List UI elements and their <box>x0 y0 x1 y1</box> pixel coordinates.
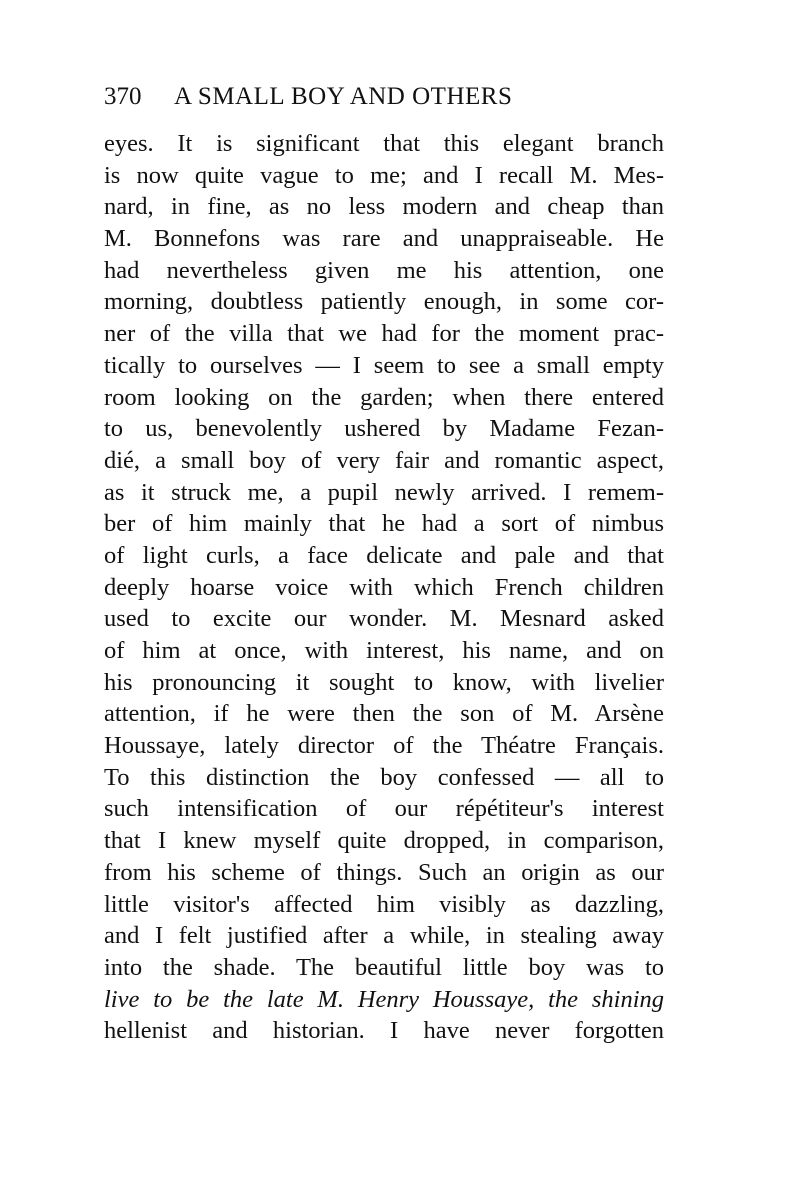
book-title: A SMALL BOY AND OTHERS <box>174 83 513 110</box>
text-line: from his scheme of things. Such an origin as our <box>104 858 664 886</box>
text-line: deeply hoarse voice with which French children <box>104 573 664 601</box>
text-line: attention, if he were then the son of M. Arsène <box>104 700 664 728</box>
text-line: used to excite our wonder. M. Mesnard asked <box>104 605 664 633</box>
text-line: ber of him mainly that he had a sort of nimbus <box>104 510 664 538</box>
text-line: morning, doubtless patiently enough, in some cor- <box>104 288 664 316</box>
text-line: into the shade. The beautiful little boy was to <box>104 953 664 981</box>
text-line: M. Bonnefons was rare and unappraiseable. He <box>104 225 664 253</box>
text-line: eyes. It is significant that this elegant branch <box>104 130 664 157</box>
text-line: and I felt justified after a while, in stealing away <box>104 922 664 950</box>
text-line: that I knew myself quite dropped, in comparison, <box>104 827 664 855</box>
text-line: dié, a small boy of very fair and romantic aspect, <box>104 446 664 474</box>
text-line: of him at once, with interest, his name, and on <box>104 637 664 664</box>
body-text <box>104 128 664 1047</box>
page-number: 370 <box>104 83 142 110</box>
text-line: tically to ourselves — I seem to see a small empty <box>104 351 664 379</box>
text-line: is now quite vague to me; and I recall M. Mes- <box>104 161 664 189</box>
text-line: as it struck me, a pupil newly arrived. I remem- <box>104 478 664 506</box>
text-line: had nevertheless given me his attention, one <box>104 256 664 284</box>
text-line: hellenist and historian. I have never forgotten <box>104 1017 664 1045</box>
text-line: To this distinction the boy confessed — all to <box>104 763 664 791</box>
text-line: room looking on the garden; when there entered <box>104 383 664 411</box>
running-head <box>104 80 664 114</box>
text-line: of light curls, a face delicate and pale and that <box>104 541 664 569</box>
text-line: little visitor's affected him visibly as dazzling, <box>104 890 664 918</box>
text-line: such intensification of our répétiteur's interest <box>104 795 664 823</box>
text-line: his pronouncing it sought to know, with livelier <box>104 668 664 696</box>
text-line: ner of the villa that we had for the moment prac- <box>104 320 664 348</box>
text-line: to us, benevolently ushered by Madame Fezan- <box>104 415 664 443</box>
text-line: Houssaye, lately director of the Théatre Français. <box>104 732 664 760</box>
text-line: nard, in fine, as no less modern and cheap than <box>104 193 664 221</box>
text-line-italic: live to be the late M. Henry Houssaye, the shining <box>104 985 664 1013</box>
